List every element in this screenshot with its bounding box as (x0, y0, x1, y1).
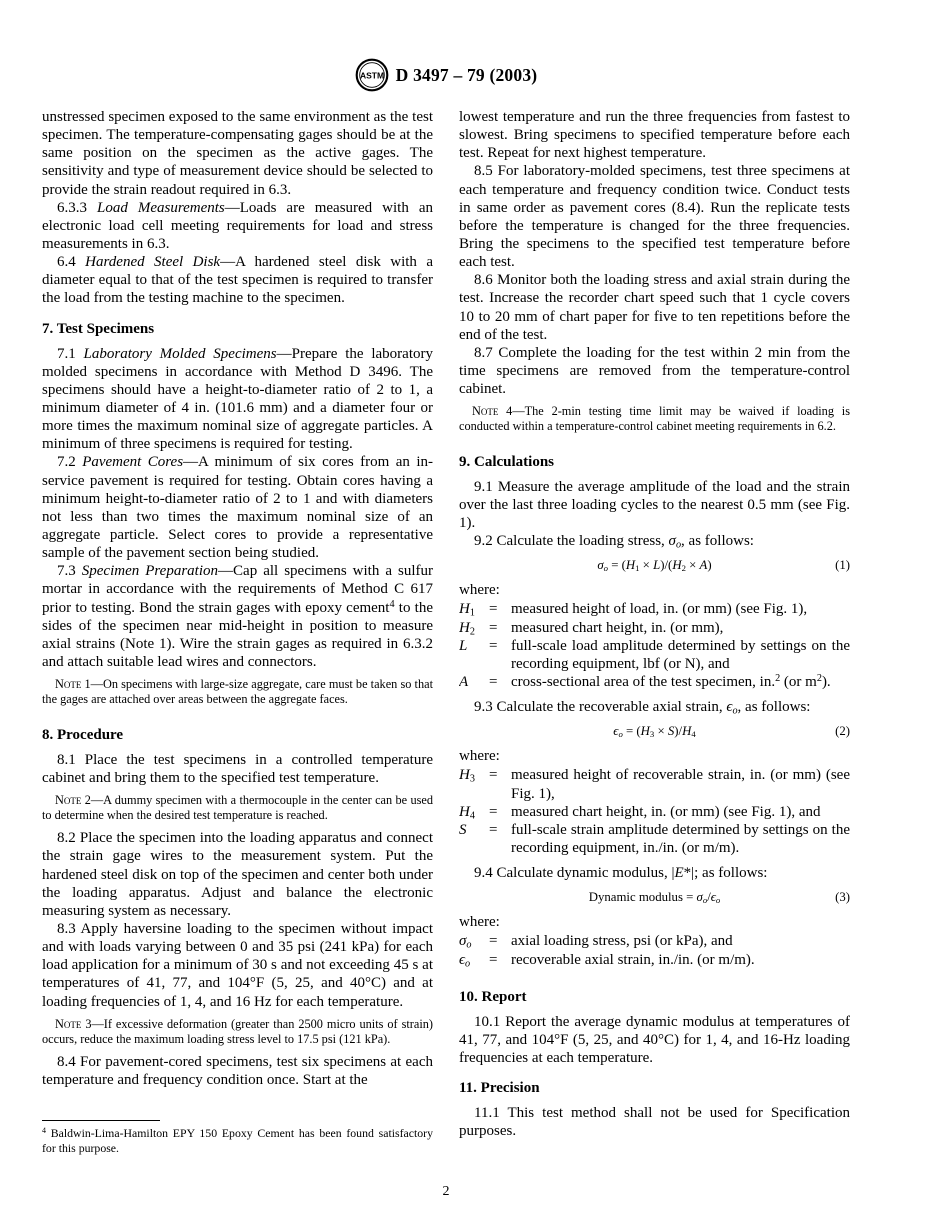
astm-logo-text: ASTM (359, 70, 384, 81)
text-segment: cross-sectional area of the test specimen, in. (511, 673, 776, 690)
text-segment: where: (459, 582, 500, 599)
two-column-body (42, 108, 850, 1160)
equation-number: (2) (835, 724, 850, 739)
text-segment: E (674, 865, 684, 882)
paragraph (459, 478, 850, 532)
definition-text (511, 951, 850, 969)
text-segment: 7.2 (57, 454, 83, 471)
definition-term (459, 803, 489, 821)
text-segment: 8.4 For pavement-cored specimens, test six specimens at each temperature and frequency condition once. Start at the (42, 1054, 433, 1089)
text-segment: Load Measurements (97, 199, 225, 216)
definition-row (459, 673, 850, 691)
text-segment: 8.5 For laboratory-molded specimens, test three specimens at each temperature and frequency condition twice. Conduct tests in same order as pavement cores (8.4). Run the replicate tests before the temperature is changed for the three frequencies. Bring the specimens to the specified test temperature before each test. (459, 163, 850, 271)
definition-term (459, 951, 489, 969)
text-segment: × (685, 558, 700, 573)
text-segment: where: (459, 748, 500, 765)
text-segment: 9.1 Measure the average amplitude of the load and the strain over the last three loading cycles to the nearest 0.5 mm (see Fig. 1). (459, 478, 850, 531)
text-segment: L (459, 637, 468, 654)
paragraph (459, 1013, 850, 1067)
definition-row (459, 600, 850, 618)
text-segment: ) (707, 558, 712, 573)
equation-body (613, 724, 695, 738)
text-segment: o (702, 895, 708, 906)
paragraph (459, 581, 850, 599)
paragraph (459, 162, 850, 271)
note-paragraph (42, 1017, 433, 1047)
text-segment: measured height of load, in. (or mm) (see Fig. 1), (511, 601, 808, 618)
paragraph (42, 829, 433, 920)
definition-list (459, 766, 850, 857)
text-segment: , as follows: (681, 533, 754, 550)
text-segment: full-scale strain amplitude determined by settings on the recording equipment, in./in. (or m/m). (511, 821, 850, 856)
equals-sign: = (489, 767, 498, 784)
paragraph (459, 271, 850, 344)
paragraph (459, 108, 850, 162)
text-segment: o (465, 958, 471, 970)
text-segment: H (459, 619, 470, 636)
definition-term (459, 637, 489, 673)
text-segment: 6.3.3 (57, 199, 97, 216)
paragraph (42, 453, 433, 562)
definition-text (511, 637, 850, 673)
text-segment: , as follows: (737, 699, 811, 716)
text-segment: Baldwin-Lima-Hamilton EPY 150 Epoxy Cement has been found satisfactory for this purpose. (42, 1126, 433, 1156)
text-segment: full-scale load amplitude determined by settings on the recording equipment, lbf (or N), and (511, 637, 850, 672)
text-segment: 7.3 (57, 563, 82, 580)
text-segment: Note 2 (55, 792, 91, 807)
text-segment: measured chart height, in. (or mm), (511, 619, 724, 636)
equals-sign: = (489, 673, 498, 690)
paragraph (42, 345, 433, 454)
paragraph (42, 920, 433, 1011)
text-segment: ϵ (710, 890, 716, 905)
equals-sign: = (489, 951, 498, 968)
text-segment: = ( (622, 724, 641, 739)
text-segment: unstressed specimen exposed to the same environment as the test specimen. The temperature-compensating gages should be at the same position on the specimen as the active gages. The sensitivity and type of measurement device should be selected to provide the strain readout required in 6.3. (42, 109, 433, 198)
definition-row (459, 619, 850, 637)
text-segment: σ (459, 933, 467, 950)
text-segment: Laboratory Molded Specimens (83, 345, 277, 362)
text-segment: 2 (681, 563, 686, 574)
standard-designation: D 3497 – 79 (2003) (395, 64, 538, 85)
paragraph (42, 1053, 433, 1089)
text-segment: to the sides of the specimen near mid-height in position to measure axial strains (Note 1). Wire the strain gages as required in 6.3.2 and attach suitable lead wires and connectors. (42, 599, 433, 670)
text-segment: —A minimum of six cores from an in-service pavement is required for testing. Obtain cores having a minimum height-to-diameter ratio of 2 to 1 and with diameters not less than two times the maximum nominal size of an aggregate particle. Select cores to provide a representative sample of the pavement section being studied. (42, 454, 433, 562)
text-segment: 2 (469, 626, 475, 638)
text-segment: Pavement Cores (82, 454, 184, 471)
paragraph (459, 532, 850, 550)
text-segment: )/ (674, 724, 683, 739)
definition-row (459, 821, 850, 857)
definition-row (459, 803, 850, 821)
section-heading (459, 1080, 850, 1097)
text-segment: H (625, 558, 636, 573)
paragraph (459, 913, 850, 931)
text-segment: = ( (608, 558, 626, 573)
text-segment: ϵ (726, 699, 733, 716)
text-segment: 8.2 Place the specimen into the loading apparatus and connect the strain gage wires to the measurement system. Put the hardened steel disk on top of the specimen and center both under the loading apparatus. Adjust and balance the electronic measuring system as necessary. (42, 830, 433, 919)
text-segment: recoverable axial strain, in./in. (or m/m). (511, 951, 755, 968)
equation-number: (1) (835, 558, 850, 573)
text-segment: σ (597, 558, 604, 573)
note-paragraph (459, 404, 850, 434)
definition-list (459, 932, 850, 968)
text-segment: 4 (691, 729, 696, 740)
definition-term (459, 600, 489, 618)
definition-text (511, 766, 850, 802)
text-segment: Note 3 (55, 1016, 92, 1031)
text-segment: 10.1 Report the average dynamic modulus at temperatures of 41, 77, and 104°F (5, 25, and 40°C) for 1, 4, and 16-Hz loading frequencies at each temperature. (459, 1013, 850, 1066)
page-number: 2 (442, 1184, 450, 1199)
definition-text (511, 821, 850, 857)
text-segment: 8.6 Monitor both the loading stress and axial strain during the test. Increase the recorder chart speed such that 1 cycle covers 10 to 20 mm of chart paper for five to ten repetitions before the end of the test. (459, 272, 850, 343)
right-column (459, 108, 850, 1160)
text-segment: 6.4 (57, 254, 86, 271)
text-segment: 8.1 Place the test specimens in a controlled temperature cabinet and bring them to the specified test temperature. (42, 751, 433, 786)
text-segment: —A hardened steel disk with a diameter equal to that of the test specimen is required to transfer the load from the testing machine to the specimen. (42, 254, 433, 307)
astm-logo-icon (355, 58, 389, 92)
text-segment: × (654, 724, 668, 739)
note-paragraph (42, 677, 433, 707)
paragraph (459, 698, 850, 716)
text-segment: A (699, 558, 708, 573)
definition-text (511, 803, 850, 821)
text-segment: 4 (469, 810, 475, 822)
definition-term (459, 619, 489, 637)
text-segment: ). (821, 673, 831, 690)
text-segment: —If excessive deformation (greater than 2500 micro units of strain) occurs, reduce the maximum loading stress level to 17.5 psi (121 kPa). (42, 1016, 433, 1046)
text-segment: ϵ (459, 951, 466, 968)
text-segment: lowest temperature and run the three frequencies from fastest to slowest. Bring specimens to specified temperature before each test. Repeat for next highest temperature. (459, 109, 850, 162)
equals-sign: = (489, 619, 498, 636)
section-heading (459, 989, 850, 1006)
document-header (42, 58, 850, 92)
text-segment: 8.7 Complete the loading for the test within 2 min from the time specimens are removed from the temperature-control cabinet. (459, 344, 850, 398)
text-segment: o (715, 895, 721, 906)
text-segment: A (459, 673, 469, 690)
text-segment: H (459, 803, 470, 820)
page-footer (42, 1184, 850, 1200)
definition-term (459, 766, 489, 802)
text-segment: —Loads are measured with an electronic load cell meeting requirements for load and stress measurements in 6.3. (42, 199, 433, 252)
definition-text (511, 932, 850, 950)
paragraph (459, 864, 850, 882)
text-segment: 4 (389, 598, 395, 610)
text-segment: o (603, 563, 608, 574)
text-segment: 4 (42, 1126, 47, 1136)
paragraph (42, 199, 433, 253)
text-segment: H (672, 558, 682, 573)
definition-list (459, 600, 850, 691)
definition-row (459, 637, 850, 673)
text-segment: 8. Procedure (42, 726, 124, 743)
text-segment: o (732, 705, 738, 717)
equation-body (589, 890, 721, 904)
text-segment: (or m (780, 673, 817, 690)
text-segment: H (640, 724, 650, 739)
definition-term (459, 821, 489, 857)
text-segment: o (675, 539, 682, 551)
definition-text (511, 673, 850, 691)
equation (459, 890, 850, 905)
footnote-rule (42, 1120, 160, 1121)
left-column (42, 108, 433, 1160)
text-segment: Hardened Steel Disk (85, 254, 221, 271)
paragraph (42, 108, 433, 199)
text-segment: measured chart height, in. (or mm) (see Fig. 1), and (511, 803, 821, 820)
text-segment: )/( (660, 558, 673, 573)
text-segment: o (618, 729, 623, 740)
definition-text (511, 619, 850, 637)
footnote-text (42, 1126, 433, 1156)
text-segment: 10. Report (459, 988, 527, 1005)
paragraph (42, 562, 433, 671)
equation-body (597, 558, 711, 572)
text-segment: Specimen Preparation (81, 563, 219, 580)
section-heading (459, 454, 850, 471)
text-segment: H (682, 724, 692, 739)
definition-term (459, 932, 489, 950)
paragraph (42, 253, 433, 307)
text-segment: S (459, 821, 467, 838)
text-segment: —The 2-min testing time limit may be waived if loading is conducted within a temperature-control cabinet meeting requirements in 6.2. (459, 404, 850, 434)
text-segment: 9.2 Calculate the loading stress, (474, 533, 669, 550)
definition-row (459, 932, 850, 950)
equation (459, 558, 850, 573)
note-paragraph (42, 793, 433, 823)
definition-row (459, 766, 850, 802)
text-segment: 8.3 Apply haversine loading to the specimen without impact and with loads varying between 0 and 35 psi (241 kPa) for each load application for a minimum of 30 s and not exceeding 45 s at temperatures of 41, 77, and 104°F (5, 25, and 40°C) and at loading frequencies of 1, 4, and 16 Hz for each temperature. (42, 921, 433, 1010)
text-segment: S (667, 724, 675, 739)
definition-term (459, 673, 489, 691)
paragraph (459, 1104, 850, 1140)
text-segment: *|; as follows: (683, 865, 768, 882)
paragraph (42, 751, 433, 787)
text-segment: 7. Test Specimens (42, 320, 155, 337)
text-segment: o (466, 939, 472, 951)
text-segment: measured height of recoverable strain, in. (or mm) (see Fig. 1), (511, 767, 850, 802)
definition-text (511, 600, 850, 618)
text-segment: Note 4 (472, 404, 513, 419)
text-segment: —A dummy specimen with a thermocouple in the center can be used to determine when the desired test temperature is reached. (42, 792, 433, 823)
text-segment: 3 (649, 729, 655, 740)
footnote (42, 1120, 433, 1160)
text-segment: ϵ (613, 724, 619, 739)
text-segment: Dynamic modulus = (588, 890, 697, 905)
text-segment: 11.1 This test method shall not be used for Specification purposes. (459, 1105, 850, 1140)
equals-sign: = (489, 803, 498, 820)
text-segment: / (707, 890, 711, 905)
text-segment: Note 1 (55, 677, 91, 692)
equals-sign: = (489, 637, 498, 654)
equals-sign: = (489, 601, 498, 618)
text-segment: × (639, 558, 654, 573)
text-segment: H (459, 601, 470, 618)
equals-sign: = (489, 821, 498, 838)
equation (459, 724, 850, 739)
text-segment: 9.4 Calculate dynamic modulus, | (474, 865, 675, 882)
text-segment: 9. Calculations (459, 453, 555, 470)
text-segment: —Prepare the laboratory molded specimens in accordance with Method D 3496. The specimens should have a height-to-diameter ratio of 2 to 1, a minimum diameter of 4 in. (101.6 mm) and a diameter four or more times the maximum nominal size of aggregate particles. A minimum of three specimens is required for testing. (42, 345, 433, 453)
section-heading (42, 321, 433, 338)
text-segment: L (653, 558, 661, 573)
equation-number: (3) (835, 890, 850, 905)
definition-row (459, 951, 850, 969)
text-segment: 1 (469, 607, 475, 619)
text-segment: 7.1 (57, 345, 84, 362)
text-segment: 2 (775, 672, 781, 684)
text-segment: σ (668, 533, 676, 550)
section-heading (42, 727, 433, 744)
equals-sign: = (489, 933, 498, 950)
text-segment: 11. Precision (459, 1080, 540, 1097)
text-segment: 2 (816, 672, 822, 684)
paragraph (459, 344, 850, 398)
text-segment: 9.3 Calculate the recoverable axial strain, (474, 699, 727, 716)
text-segment: —On specimens with large-size aggregate, care must be taken so that the gages are attached over areas between the aggregate faces. (42, 677, 433, 707)
text-segment: —Cap all specimens with a sulfur mortar in accordance with the requirements of Method C 617 prior to testing. Bond the strain gages with epoxy cement (42, 563, 433, 616)
text-segment: 1 (635, 563, 640, 574)
text-segment: σ (696, 890, 703, 905)
paragraph (459, 747, 850, 765)
text-segment: where: (459, 914, 500, 931)
text-segment: 3 (469, 773, 475, 785)
text-segment: H (459, 767, 470, 784)
text-segment: axial loading stress, psi (or kPa), and (511, 933, 733, 950)
